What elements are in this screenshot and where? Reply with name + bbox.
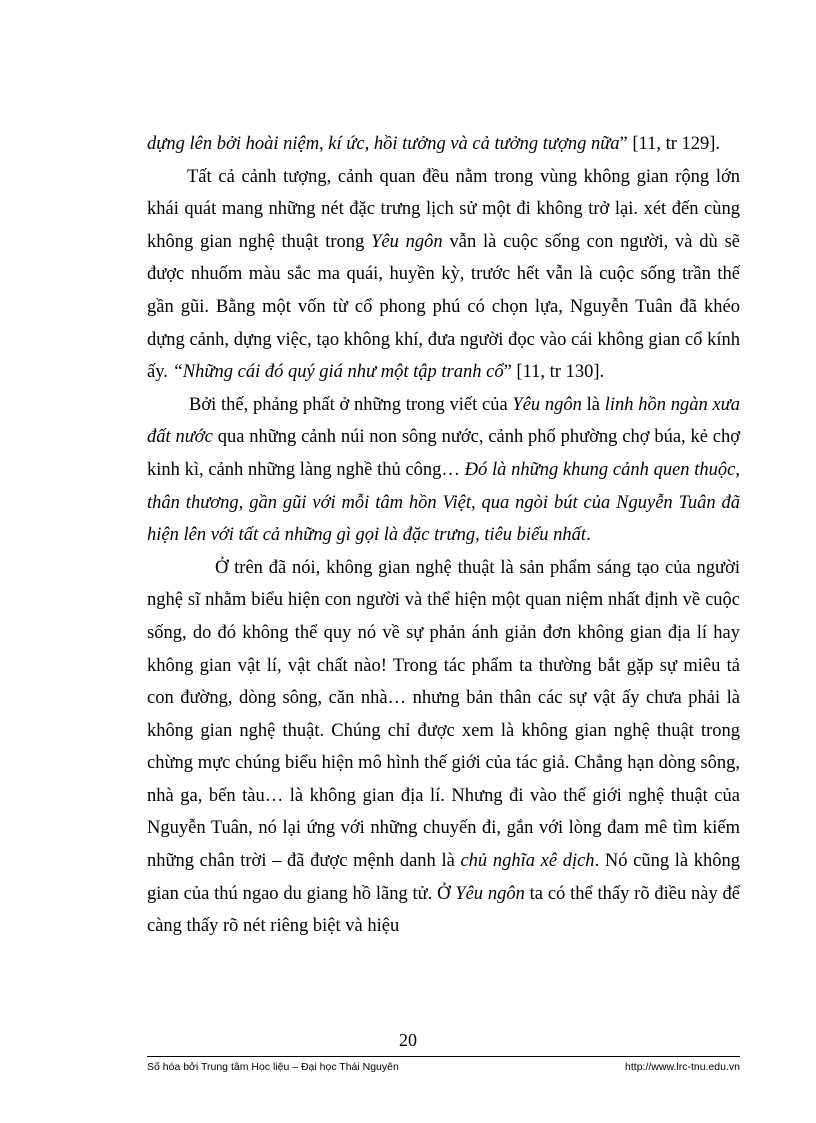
paragraph-text: là — [581, 394, 605, 415]
work-title: Yêu ngôn — [371, 231, 443, 252]
paragraph-3 — [147, 389, 740, 552]
footer-divider — [147, 1056, 740, 1057]
page-number: 20 — [399, 1030, 417, 1050]
footer-credit: Số hóa bởi Trung tâm Học liệu – Đại học Thái Nguyên — [147, 1061, 399, 1073]
paragraph-text: Ở trên đã nói, không gian nghệ thuật là sản phẩm sáng tạo của người nghệ sĩ nhằm biểu hiện con người và thể hiện một quan niệm nhất định về cuộc sống, do đó không thể quy nó về sự phản ánh giản đơn không gian địa lí hay không gian vật lí, vật chất nào! Trong tác phẩm ta thường bắt gặp sự miêu tả con đường, dòng sông, căn nhà… nhưng bản thân các sự vật ấy chưa phải là không gian nghệ thuật. Chúng chỉ được xem là không gian nghệ thuật trong chừng mực chúng biểu hiện mô hình thế giới của tác giả. Chẳng hạn dòng sông, nhà ga, bến tàu… là không gian địa lí. Nhưng đi vào thế giới nghệ thuật của Nguyễn Tuân, nó lại ứng với những chuyến đi, gắn với lòng đam mê tìm kiếm những chân trời – đã được mệnh danh là — [147, 557, 740, 872]
paragraph-4 — [147, 552, 740, 943]
work-title: Yêu ngôn — [512, 394, 582, 415]
quote-fragment: dựng lên bởi hoài niệm, kí ức, hồi tưởng và cả tưởng tượng nữa — [147, 134, 620, 154]
paragraph-text: Bởi thế, phảng phất ở những trong viết của — [189, 394, 513, 415]
main-text — [147, 128, 740, 943]
paragraph-2 — [147, 161, 740, 389]
work-title: Yêu ngôn — [455, 883, 525, 904]
paragraph-text: . Nó cũng là không gian của thú ngao du giang hồ lãng tử. Ở — [147, 851, 740, 904]
emphasis-text: Đó là những khung cảnh quen thuộc, thân thương, gần gũi với mỗi tâm hồn Việt, qua ngòi bút của Nguyễn Tuân đã hiện lên với tất cả những gì gọi là đặc trưng, tiêu biểu nhất — [147, 459, 740, 546]
emphasis-text: linh hồn ngàn xưa đất nước — [147, 394, 740, 448]
paragraph-1 — [147, 128, 740, 161]
citation: ” [11, tr 130]. — [503, 362, 605, 383]
paragraph-text: . — [586, 525, 591, 546]
paragraph-text: vẫn là cuộc sống con người, và dù sẽ được nhuốm màu sắc ma quái, huyền kỳ, trước hết vẫn là cuộc sống trần thế gần gũi. Bằng một vốn từ cổ phong phú có chọn lựa, Nguyễn Tuân đã khéo dựng cảnh, dựng việc, tạo không khí, đưa người đọc vào cái không gian cổ kính ấy. — [147, 231, 741, 383]
page-footer — [147, 1060, 740, 1074]
citation: ” [11, tr 129]. — [619, 134, 721, 154]
quote-fragment: “Những cái đó quý giá như một tập tranh cổ — [172, 362, 504, 383]
footer-url: http://www.lrc-tnu.edu.vn — [625, 1061, 740, 1073]
emphasis-text: chủ nghĩa xê dịch — [460, 851, 595, 872]
paragraph-text: ta có thể thấy rõ điều này để càng thấy rõ nét riêng biệt và hiệu — [147, 883, 741, 937]
paragraph-text: Tất cả cảnh tượng, cảnh quan đều nằm trong vùng không gian rộng lớn khái quát mang những nét đặc trưng lịch sử một đi không trở lại. xét đến cùng không gian nghệ thuật trong — [147, 166, 740, 252]
paragraph-text: qua những cảnh núi non sông nước, cảnh phố phường chợ búa, kẻ chợ kinh kì, cảnh những làng nghề thủ công… — [147, 427, 740, 480]
